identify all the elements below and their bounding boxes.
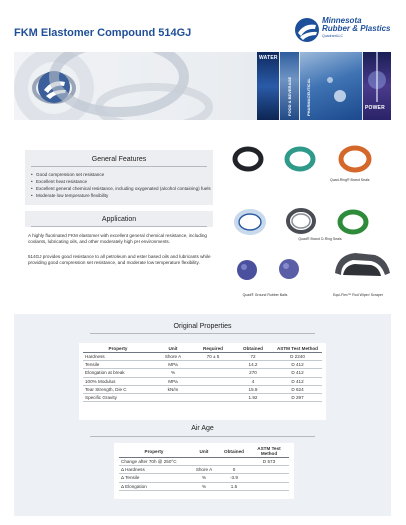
air-age-divider [90, 436, 315, 437]
table-cell [193, 393, 233, 401]
logo-wordmark: Minnesota Rubber & Plastics [322, 16, 391, 33]
table-cell: % [201, 483, 207, 489]
application-divider [31, 226, 207, 227]
table-row [83, 385, 322, 393]
purple-ball-image [237, 260, 257, 280]
table-cell: 70 ± 5 [206, 354, 220, 360]
table-row [119, 482, 289, 490]
table-cell: 270 [249, 370, 257, 376]
table-row [83, 393, 322, 401]
blue-o-ring-image [239, 214, 261, 230]
table-row [83, 369, 322, 377]
table-cell [193, 385, 233, 393]
orange-quad-ring-image [341, 148, 369, 170]
list-item: • Excellent heat resistance [31, 179, 211, 185]
column-header: Property [108, 346, 128, 351]
table-cell: MPa [168, 362, 178, 368]
banner-panel-water-label: WATER [259, 55, 278, 61]
table-cell: D 2240 [290, 354, 305, 360]
table-cell: 1.5 [230, 483, 238, 489]
air-age-table [119, 445, 289, 491]
air-age-heading: Air Age [191, 425, 214, 432]
column-header: Property [144, 448, 164, 454]
table-cell: 100% Modulus [85, 378, 116, 384]
table-cell: 15.9 [248, 386, 258, 392]
table-cell: MPa [168, 378, 178, 384]
banner-panel-food-label: FOOD & BEVERAGE [287, 76, 292, 116]
pharma-drop-icon [300, 52, 362, 120]
table-cell: Specific Gravity [85, 395, 117, 401]
blue-ball-image [279, 259, 299, 279]
list-item: • Good compression set resistance [31, 172, 211, 178]
table-cell: D 573 [262, 459, 276, 465]
list-item: • Excellent general chemical resistance, including oxygenated (alcohol containing) fuels [31, 186, 211, 192]
black-quad-ring-image [235, 149, 261, 169]
table-cell: 14.2 [248, 362, 258, 368]
table-row [119, 474, 289, 482]
column-header: Obtained [224, 448, 244, 454]
logo-emblem-icon [294, 15, 320, 45]
table-cell: Change after 70h @ 250°C [121, 459, 177, 465]
table-cell: Tear Strength, Die C [85, 386, 127, 392]
column-header: ASTM Test Method [276, 346, 318, 351]
table-cell: Tensile [85, 362, 100, 368]
green-quad-ring-image [287, 149, 313, 169]
features-list [31, 172, 211, 200]
banner-panel-water [257, 52, 279, 120]
table-cell: D 624 [291, 386, 304, 392]
column-header: ASTM Test Method [257, 446, 281, 456]
logo-tagline: QuadrantLLC [322, 34, 344, 38]
table-cell [193, 377, 233, 385]
table-row [83, 353, 322, 361]
list-item: • Moderate low temperature flexibility [31, 193, 211, 199]
table-cell: kN/m [167, 386, 179, 392]
banner-panel-pharma [300, 52, 362, 120]
table-cell [153, 393, 193, 401]
column-header: Obtained [243, 346, 263, 351]
rod-wiper-caption: Equi-Flex™ Rod Wiper/ Scraper [333, 293, 383, 297]
table-header-row [119, 445, 289, 458]
table-cell: D 297 [291, 395, 304, 401]
features-divider [31, 166, 207, 167]
page-title: FKM Elastomer Compound 514GJ [14, 27, 192, 39]
table-cell: Δ Tensile [121, 475, 140, 481]
application-paragraph-2: 514GJ provides good resistance to all petroleum and ester based oils and lubricants while providing good compression set resistance, and moderate low temperature flexibility. [28, 254, 211, 265]
table-cell [249, 474, 289, 482]
table-row [119, 458, 289, 466]
table-cell: Shore A [195, 467, 213, 473]
table-header-row [83, 345, 322, 353]
column-header: Required [203, 346, 223, 351]
table-cell: 0 [232, 467, 236, 473]
original-properties-heading: Original Properties [173, 323, 232, 330]
table-cell: 72 [250, 354, 256, 360]
original-properties-divider [90, 333, 315, 334]
application-heading: Application [101, 216, 137, 223]
banner-panel-pharma-label: PHARMACEUTICAL [306, 78, 311, 116]
gray-o-ring-image [292, 214, 310, 228]
company-logo [294, 13, 394, 49]
table-cell [249, 466, 289, 474]
table-row [83, 377, 322, 385]
table-cell: D 412 [291, 378, 304, 384]
table-cell [193, 361, 233, 369]
table-cell: -3.9 [230, 475, 238, 481]
banner-panel-food [280, 52, 299, 120]
table-cell: Δ Hardness [121, 467, 145, 473]
table-cell: Δ Elongation [121, 483, 147, 489]
table-cell [219, 458, 249, 466]
table-row [119, 466, 289, 474]
column-header: Unit [199, 448, 209, 454]
features-heading: General Features [91, 156, 147, 163]
table-cell: % [201, 475, 207, 481]
green-o-ring-image [340, 212, 366, 232]
application-paragraph-1: A highly fluorinated FKM elastomer with excellent general chemical resistance, including coolants, lubricating oils, and other moderately high pH environments. [28, 233, 207, 244]
hero-banner [14, 52, 391, 120]
table-row [83, 361, 322, 369]
rubber-balls-caption: Quad® Ground Rubber Balls [242, 293, 288, 297]
table-cell: D 412 [291, 370, 304, 376]
quad-ring-caption: Quad-Ring® Brand Seals [330, 178, 370, 182]
original-properties-table [83, 345, 322, 402]
table-cell [193, 369, 233, 377]
table-cell: Shore A [164, 354, 182, 360]
table-cell: Hardness [85, 354, 105, 360]
column-header: Unit [168, 346, 178, 351]
table-cell: 1.92 [248, 395, 258, 401]
table-cell: 4 [251, 378, 255, 384]
product-images [225, 143, 395, 303]
banner-panel-power-label: POWER [365, 105, 385, 111]
table-cell [249, 482, 289, 490]
table-cell: D 412 [291, 362, 304, 368]
o-ring-caption: Quad® Brand O-Ring Seals [298, 237, 342, 241]
table-cell [189, 458, 219, 466]
banner-panel-power [363, 52, 391, 120]
table-cell: Elongation at break [85, 370, 125, 376]
table-cell: % [170, 370, 176, 376]
